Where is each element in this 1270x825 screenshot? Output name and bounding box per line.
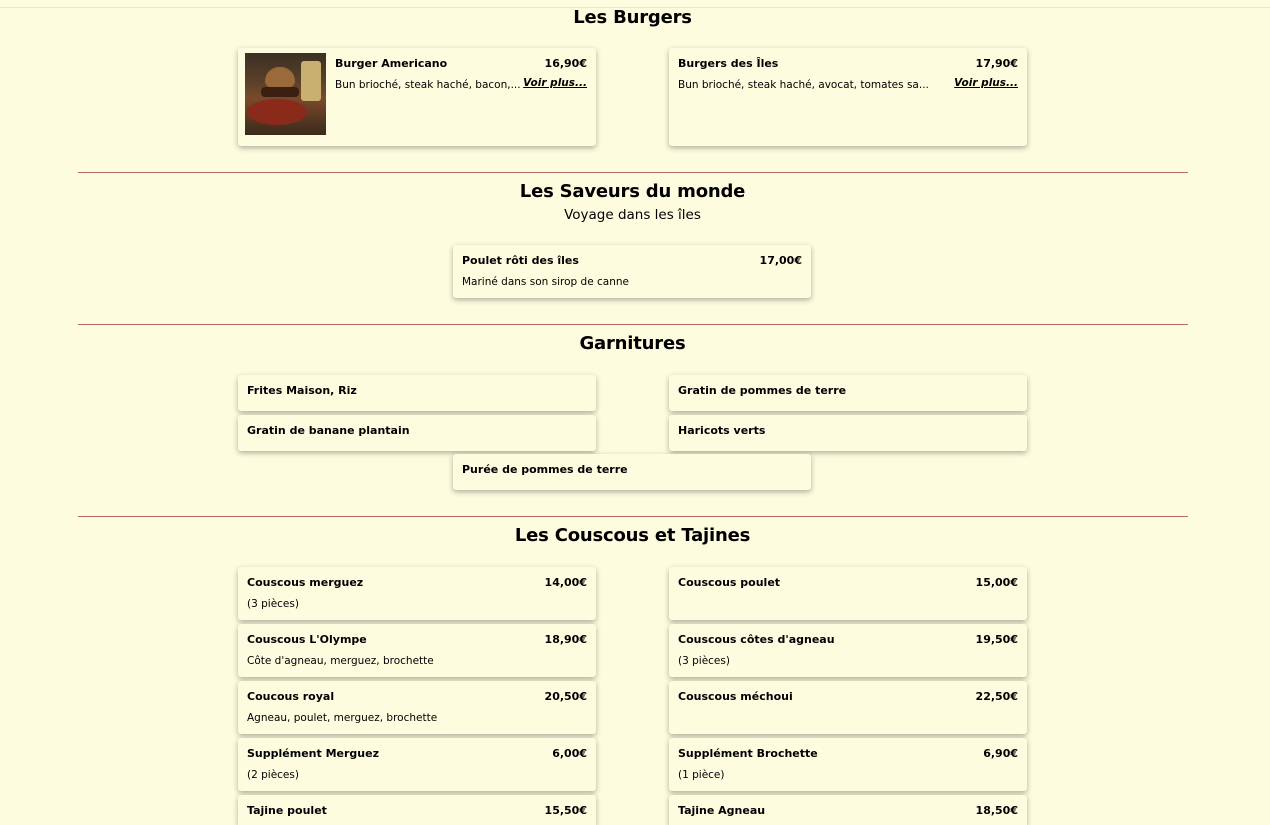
item-name: Supplément Merguez xyxy=(247,747,379,760)
menu-item-card[interactable] xyxy=(453,454,811,490)
item-description: Bun brioché, steak haché, bacon,... xyxy=(335,79,521,91)
section-divider xyxy=(78,172,1188,173)
menu-item-card[interactable] xyxy=(669,48,1027,146)
item-name: Purée de pommes de terre xyxy=(462,463,628,476)
item-name: Couscous côtes d'agneau xyxy=(678,633,835,646)
item-price: 17,00€ xyxy=(759,254,802,267)
menu-item-card[interactable] xyxy=(238,567,596,620)
item-price: 15,50€ xyxy=(544,804,587,817)
item-name: Couscous poulet xyxy=(678,576,781,589)
item-price: 19,50€ xyxy=(975,633,1018,646)
section-subtitle-saveurs: Voyage dans les îles xyxy=(564,207,701,223)
item-description: Mariné dans son sirop de canne xyxy=(462,276,629,288)
menu-item-card[interactable] xyxy=(669,375,1027,411)
item-name: Gratin de pommes de terre xyxy=(678,384,847,397)
item-price: 17,90€ xyxy=(975,57,1018,70)
section-divider xyxy=(78,324,1188,325)
menu-item-card[interactable] xyxy=(238,681,596,734)
menu-item-card[interactable] xyxy=(669,795,1027,825)
menu-item-card[interactable] xyxy=(669,415,1027,451)
section-title-garnitures: Garnitures xyxy=(579,333,686,354)
item-price: 18,90€ xyxy=(544,633,587,646)
item-name: Couscous L'Olympe xyxy=(247,633,367,646)
item-price: 20,50€ xyxy=(544,690,587,703)
item-name: Couscous merguez xyxy=(247,576,364,589)
menu-item-card[interactable] xyxy=(238,795,596,825)
item-description: (1 pièce) xyxy=(678,769,725,781)
menu-item-card[interactable] xyxy=(453,245,811,298)
menu-item-card[interactable] xyxy=(669,624,1027,677)
section-divider xyxy=(78,516,1188,517)
menu-item-card[interactable] xyxy=(238,738,596,791)
item-description: Bun brioché, steak haché, avocat, tomates sa... xyxy=(678,79,929,91)
burger-photo xyxy=(245,53,326,135)
menu-item-card[interactable] xyxy=(669,681,1027,734)
item-price: 6,00€ xyxy=(552,747,587,760)
menu-item-card[interactable] xyxy=(238,375,596,411)
section-title-burgers: Les Burgers xyxy=(573,7,692,28)
item-name: Couscous méchoui xyxy=(678,690,793,703)
item-description: (3 pièces) xyxy=(678,655,730,667)
item-name: Tajine Agneau xyxy=(678,804,766,817)
item-description: (3 pièces) xyxy=(247,598,299,610)
menu-item-card[interactable] xyxy=(238,48,596,146)
item-price: 14,00€ xyxy=(544,576,587,589)
menu-item-card[interactable] xyxy=(238,415,596,451)
item-description: Agneau, poulet, merguez, brochette xyxy=(247,712,438,724)
section-title-saveurs: Les Saveurs du monde xyxy=(519,181,746,202)
item-description: Côte d'agneau, merguez, brochette xyxy=(247,655,434,667)
see-more-link[interactable]: Voir plus... xyxy=(523,77,587,89)
item-description: (2 pièces) xyxy=(247,769,299,781)
item-price: 6,90€ xyxy=(983,747,1018,760)
menu-item-card[interactable] xyxy=(669,567,1027,620)
item-price: 22,50€ xyxy=(975,690,1018,703)
item-name: Gratin de banane plantain xyxy=(247,424,410,437)
item-name: Burger Americano xyxy=(335,57,448,70)
item-name: Burgers des Îles xyxy=(678,57,779,70)
item-price: 18,50€ xyxy=(975,804,1018,817)
menu-item-card[interactable] xyxy=(238,624,596,677)
item-name: Coucous royal xyxy=(247,690,335,703)
item-name: Frites Maison, Riz xyxy=(247,384,357,397)
item-name: Haricots verts xyxy=(678,424,766,437)
item-name: Poulet rôti des îles xyxy=(462,254,579,267)
item-price: 15,00€ xyxy=(975,576,1018,589)
menu-item-card[interactable] xyxy=(669,738,1027,791)
item-name: Supplément Brochette xyxy=(678,747,818,760)
see-more-link[interactable]: Voir plus... xyxy=(954,77,1018,89)
item-price: 16,90€ xyxy=(544,57,587,70)
section-title-couscous: Les Couscous et Tajines xyxy=(514,525,751,546)
item-name: Tajine poulet xyxy=(247,804,327,817)
